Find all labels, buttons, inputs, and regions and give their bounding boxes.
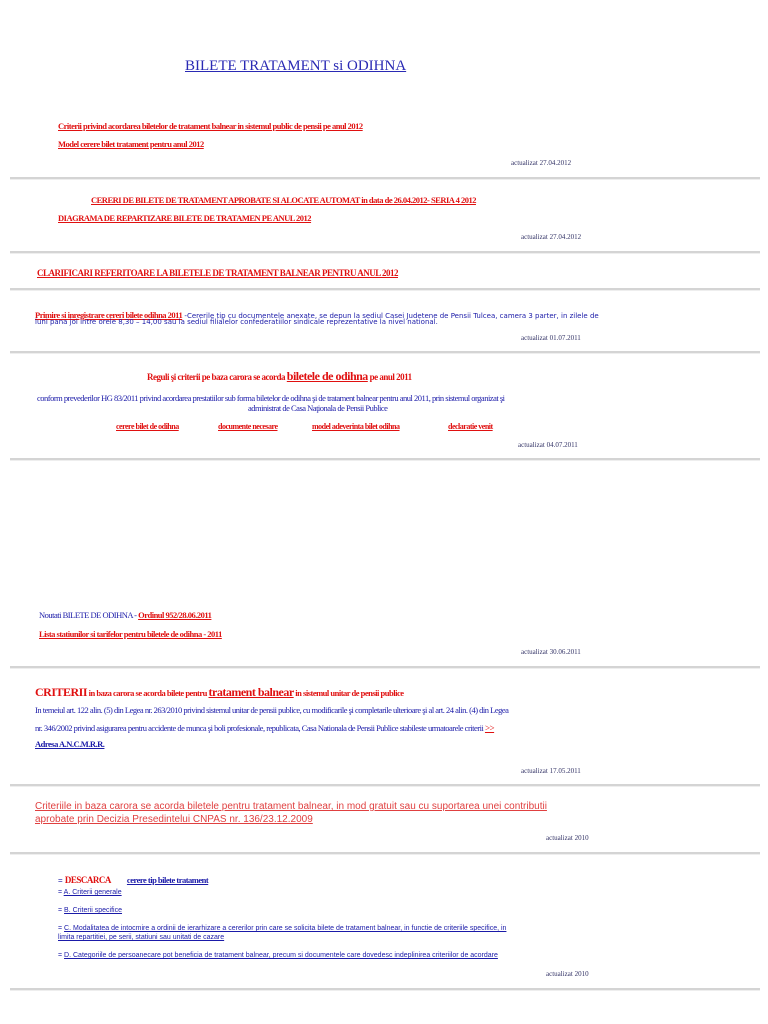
descarca-label: DESCARCA [64,875,111,885]
page-title[interactable]: BILETE TRATAMENT si ODIHNA [185,58,407,74]
ordinul-link[interactable]: Ordinul 952/28.06.2011 [138,610,212,620]
cerere-bilet-odihna-link[interactable]: cerere bilet de odihna [116,422,179,431]
descarca-line [58,870,208,888]
conform-text: conform prevederilor HG 83/2011 privind acordarea prestatiilor sub forma biletelor de odihna şi de tratament balnear pentru anul 2011, prin sistemul organizat şi [37,393,505,403]
clarificari-link[interactable]: CLARIFICARI REFERITOARE LA BILETELE DE TRATAMENT BALNEAR PENTRU ANUL 2012 [37,268,398,278]
categoriile-link[interactable]: D. Categoriile de persoanecare pot beneficia de tratament balnear, precum si documentele care dovedesc indeplinirea criteriilor de acordare [64,952,498,959]
cereri-aprobate-link[interactable]: CERERI DE BILETE DE TRATAMENT APROBATE SI ALOCATE AUTOMAT in data de 26.04.2012- SERIA 4 2012 [91,195,476,205]
criterii-specifice-line [58,907,122,914]
divider [10,666,760,669]
temeiul-text-line-2 [35,718,494,736]
primire-cereri-text-2: luni pana joi intre orele 8,30 – 14,00 sau la sediul filialelor confederatiilor sindicale reprezentative la nivel national. [35,318,438,326]
criterii-generale-link[interactable]: A. Criterii generale [63,889,122,896]
divider [10,988,760,991]
documente-necesare-link[interactable]: documente necesare [218,422,278,431]
eq-sign: = [58,952,65,959]
criteriile-decizie-link[interactable]: Criteriile in baza carora se acorda biletele pentru tratament balnear, in mod gratuit sau cu suportarea unei contributii [35,801,547,812]
criterii-heading-mid: in baza carora se acorda bilete pentru [87,688,209,698]
categoriile-line [58,952,498,959]
biletele-odihna-link[interactable]: biletele de odihna [286,369,368,383]
updated-date: actualizat 04.07.2011 [518,441,578,449]
modalitatea-link-2[interactable]: limita repartitiei, pe serii, statiuni sau unitati de cazare [58,934,225,941]
criterii-heading-post: in sistemul unitar de pensii publice [293,688,404,698]
primire-cereri-text: -Cererile tip cu documentele anexate, se depun la sediul Casei Judetene de Pensii Tulcea, camera 3 parter, in zilele de [182,312,599,320]
temeiul-text: In temeiul art. 122 alin. (5) din Legea nr. 263/2010 privind sistemul unitar de pensii publice, cu modificarile şi completarile ulterioare şi al art. 24 alin. (4) din Legea [35,705,509,715]
more-link[interactable]: >> [484,723,495,733]
divider [10,351,760,354]
criterii-heading [35,683,404,701]
eq-sign: = [58,889,64,896]
divider [10,784,760,787]
updated-date: actualizat 17.05.2011 [521,767,581,775]
divider [10,251,760,254]
adresa-ancmrr-link[interactable]: Adresa A.N.C.M.R.R. [35,739,105,749]
modalitatea-line [58,925,506,932]
updated-date: actualizat 01.07.2011 [521,334,581,342]
tratament-balnear-link[interactable]: tratament balnear [208,685,294,699]
model-adeverinta-link[interactable]: model adeverinta bilet odihna [312,422,400,431]
updated-date: actualizat 27.04.2012 [521,233,582,241]
updated-date: actualizat 27.04.2012 [511,159,572,167]
temeiul-text-2: nr. 346/2002 privind asigurarea pentru accidente de munca şi boli profesionale, republicata, Casa Nationala de Pensii Publice stabileste urmatoarele criterii [35,723,485,733]
criterii-heading-pre: CRITERII [35,685,88,699]
modalitatea-link[interactable]: C. Modalitatea de intocmire a ordinii de ierarhizare a cererilor prin care se solicita bilete de tratament balnear, in functie de criteriile specifice, in [64,925,507,932]
noutati-line [39,610,211,620]
divider [10,177,760,180]
updated-date: actualizat 30.06.2011 [521,648,581,656]
reguli-heading-post: pe anul 2011 [367,372,412,382]
noutati-text: Noutati BILETE DE ODIHNA - [39,610,139,620]
criterii-specifice-link[interactable]: B. Criterii specifice [64,907,123,914]
criterii-generale-line [58,889,122,896]
reguli-heading-pre: Reguli şi criterii pe baza carora se acorda [147,372,287,382]
primire-cereri-link[interactable]: Primire si inregistrare cereri bilete odihna 2011 [35,310,183,320]
conform-text-2: administrat de Casa Naţionala de Pensii Publice [248,403,388,413]
descarca-eq: = [58,876,65,885]
updated-date: actualizat 2010 [546,834,589,842]
diagrama-repartizare-link[interactable]: DIAGRAMA DE REPARTIZARE BILETE DE TRATAMEN PE ANUL 2012 [58,213,312,223]
divider [10,852,760,855]
criterii-2012-link[interactable]: Criterii privind acordarea biletelor de tratament balnear in sistemul public de pensii pe anul 2012 [58,121,363,131]
updated-date: actualizat 2010 [546,970,589,978]
reguli-heading [147,369,412,384]
lista-statiuni-link[interactable]: Lista statiunilor si tarifelor pentru biletele de odihna - 2011 [39,629,222,639]
eq-sign: = [58,925,65,932]
eq-sign: = [58,907,65,914]
divider [10,288,760,291]
cerere-tip-tratament-link[interactable]: cerere tip bilete tratament [126,875,209,885]
declaratie-venit-link[interactable]: declaratie venit [448,422,493,431]
model-cerere-2012-link[interactable]: Model cerere bilet tratament pentru anul 2012 [58,139,204,149]
divider [10,458,760,461]
criteriile-decizie-link-2[interactable]: aprobate prin Decizia Presedintelui CNPAS nr. 136/23.12.2009 [35,814,313,825]
